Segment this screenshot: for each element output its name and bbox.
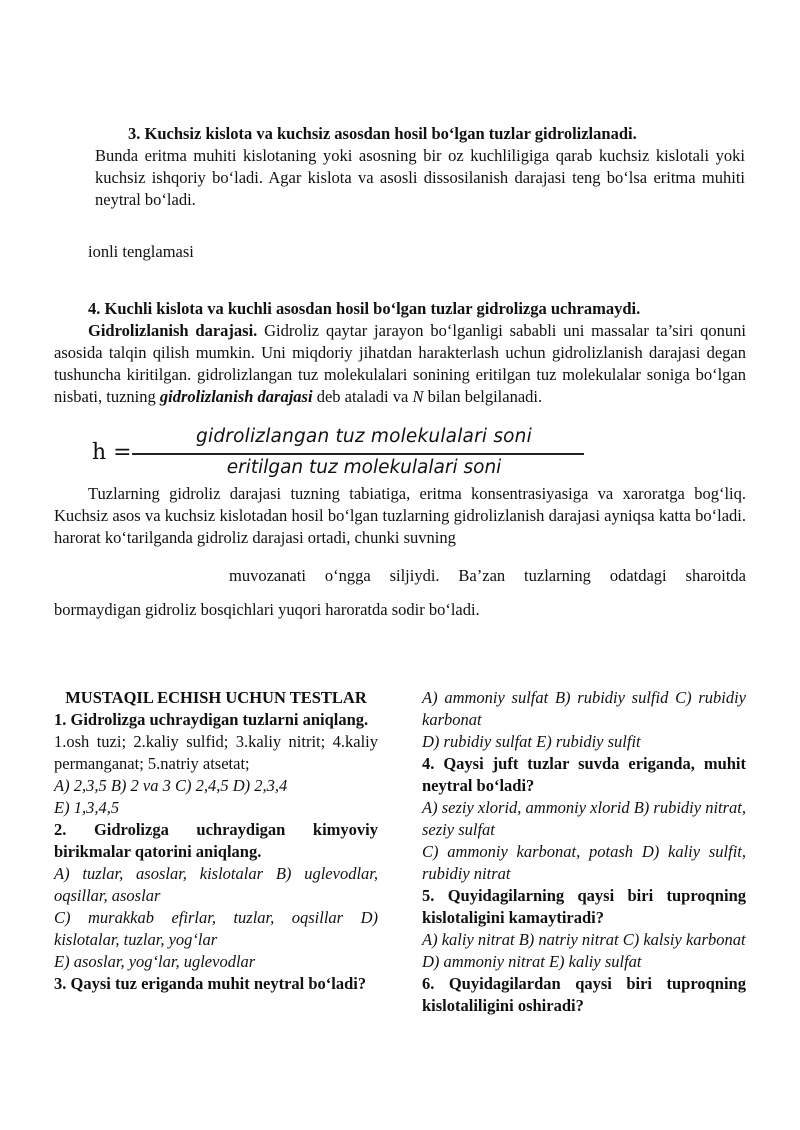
section-3-heading: 3. Kuchsiz kislota va kuchsiz asosdan hosil bo‘lgan tuzlar gidrolizlanadi. <box>128 124 637 143</box>
question-2-options-cd: C) murakkab efirlar, tuzlar, oqsillar D) kislotalar, tuzlar, yog‘lar <box>54 908 378 949</box>
section-4-heading: 4. Kuchli kislota va kuchli asosdan hosil bo‘lgan tuzlar gidrolizga uchramaydi. <box>88 299 641 318</box>
question-4-options-cd: C) ammoniy karbonat, potash D) kaliy sulfit, rubidiy nitrat <box>422 842 746 883</box>
section-4 <box>54 298 746 408</box>
tests-title: MUSTAQIL ECHISH UCHUN TESTLAR <box>65 688 367 707</box>
section-4-text-b: deb ataladi va <box>312 387 413 406</box>
formula-numerator: gidrolizlangan tuz molekulalari soni <box>196 426 532 447</box>
question-3: 3. Qaysi tuz eriganda muhit neytral bo‘ladi? <box>54 974 367 993</box>
section-5-line2: muvozanati o‘ngga siljiydi. Ba’zan tuzlarning odatdagi sharoitda <box>229 566 746 585</box>
section-4-text-a: Gidroliz qaytar jarayon bo‘lganligi sababli uni massalar ta’siri qonuni asosida talqin qilish mumkin. Uni miqdoriy jihatdan harakterlash uchun gidrolizlanish darajasi degan tushuncha kiritilgan. gidrolizlangan tuz molekulalari sonining eritilgan tuz molekulalar soniga bo‘lgan nisbati, tuzning <box>54 321 746 406</box>
question-5-options-de: D) ammoniy nitrat E) kaliy sulfat <box>422 952 642 971</box>
section-4-text-c: bilan belgilanadi. <box>423 387 543 406</box>
section-5 <box>54 483 746 549</box>
formula-denominator: eritilgan tuz molekulalari soni <box>226 457 502 478</box>
symbol-n: N <box>412 387 424 406</box>
question-3-options-abc: A) ammoniy sulfat B) rubidiy sulfid C) rubidiy karbonat <box>422 688 746 729</box>
question-4: 4. Qaysi juft tuzlar suvda eriganda, muhit neytral bo‘ladi? <box>422 754 746 795</box>
question-1: 1. Gidrolizga uchraydigan tuzlarni aniqlang. <box>54 710 369 729</box>
ionli-label: ionli tenglamasi <box>88 242 194 261</box>
section-3-text: Bunda eritma muhiti kislotaning yoki asosning bir oz kuchliligiga qarab kuchsiz kislotali yoki kuchsiz ishqoriy bo‘ladi. Agar kislota va asosli dissosilanish darajasi teng bo‘lsa eritma muhiti neytral bo‘ladi. <box>95 146 745 209</box>
question-5-options-abc: A) kaliy nitrat B) natriy nitrat C) kalsiy karbonat <box>422 930 746 949</box>
term-hydrolysis-degree: Gidrolizlanish darajasi. <box>88 321 258 340</box>
question-3-options-de: D) rubidiy sulfat E) rubidiy sulfit <box>422 732 641 751</box>
question-2-options-ab: A) tuzlar, asoslar, kislotalar B) uglevodlar, oqsillar, asoslar <box>54 864 378 905</box>
question-1-options: A) 2,3,5 B) 2 va 3 C) 2,4,5 D) 2,3,4 <box>54 776 288 795</box>
question-1-option-e: E) 1,3,4,5 <box>54 798 120 817</box>
fraction-bar <box>132 453 584 455</box>
tests-left-column <box>54 687 378 995</box>
question-5: 5. Quyidagilarning qaysi biri tuproqning kislotaligini kamaytiradi? <box>422 886 746 927</box>
formula-lhs: h = <box>92 440 132 465</box>
question-6: 6. Quyidagilardan qaysi biri tuproqning kislotaliligini oshiradi? <box>422 974 746 1015</box>
question-4-options-ab: A) seziy xlorid, ammoniy xlorid B) rubidiy nitrat, seziy sulfat <box>422 798 746 839</box>
term-hydrolysis-degree-italic: gidrolizlanish darajasi <box>159 387 313 406</box>
section-5-line3: bormaydigan gidroliz bosqichlari yuqori haroratda sodir bo‘ladi. <box>54 600 480 619</box>
question-2-option-e: E) asoslar, yog‘lar, uglevodlar <box>54 952 256 971</box>
tests-right-column <box>422 687 746 1017</box>
question-1-list: 1.osh tuzi; 2.kaliy sulfid; 3.kaliy nitrit; 4.kaliy permanganat; 5.natriy atsetat; <box>54 732 378 773</box>
question-2: 2. Gidrolizga uchraydigan kimyoviy birikmalar qatorini aniqlang. <box>54 820 378 861</box>
hydrolysis-formula <box>92 426 532 478</box>
section-5-text: Tuzlarning gidroliz darajasi tuzning tabiatiga, eritma konsentrasiyasiga va xaroratga bog‘liq. Kuchsiz asos va kuchsiz kislotadan hosil bo‘lgan tuzlarning gidrolizlanish darajasi ayniqsa katta bo‘ladi. harorat ko‘tarilganda gidroliz darajasi ortadi, chunki suvning <box>54 484 746 547</box>
section-3 <box>95 123 745 211</box>
